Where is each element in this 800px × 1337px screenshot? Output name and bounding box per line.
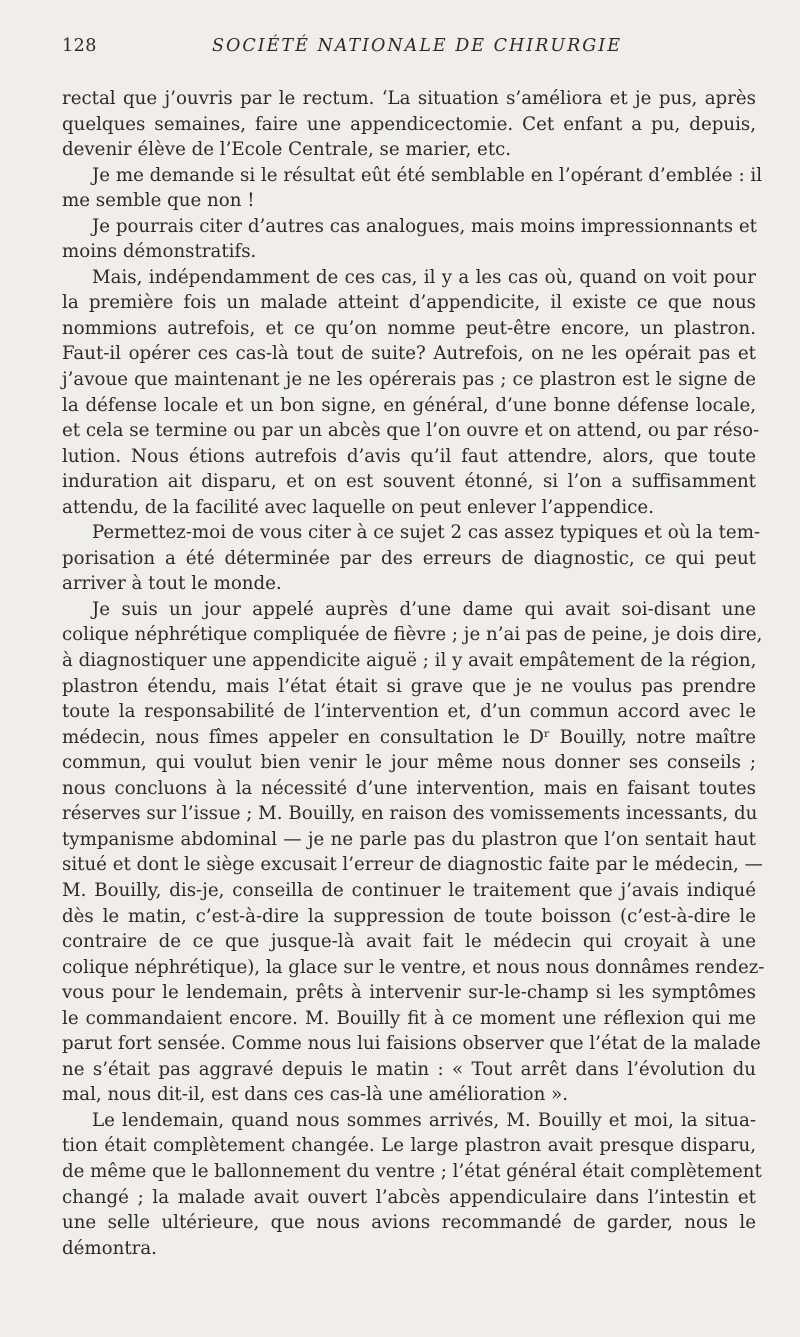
text-line: tion était complètement changée. Le large plastron avait presque disparu,	[62, 1135, 756, 1157]
running-head	[62, 36, 752, 62]
text-line: induration ait disparu, et on est souvent étonné, si l’on a suffisamment	[62, 471, 756, 493]
text-line: médecin, nous fîmes appeler en consultation le Dʳ Bouilly, notre maître	[62, 726, 756, 748]
text-line: ne s’était pas aggravé depuis le matin : « Tout arrêt dans l’évolution du	[62, 1058, 756, 1080]
text-line: Faut-il opérer ces cas-là tout de suite? Autrefois, on ne les opérait pas et	[62, 343, 756, 365]
article-body	[62, 86, 765, 1261]
text-line: devenir élève de l’Ecole Centrale, se marier, etc.	[62, 139, 512, 161]
text-line: me semble que non !	[62, 190, 255, 212]
text-line: la défense locale et un bon signe, en général, d’une bonne défense locale,	[62, 394, 756, 416]
text-line: contraire de ce que jusque-là avait fait le médecin qui croyait à une	[62, 931, 756, 953]
text-line: dès le matin, c’est-à-dire la suppression de toute boisson (c’est-à-dire le	[62, 905, 756, 927]
text-line: mal, nous dit-il, est dans ces cas-là une amélioration ».	[62, 1084, 569, 1106]
text-line: plastron étendu, mais l’état était si grave que je ne voulus pas prendre	[62, 675, 756, 697]
text-line: parut fort sensée. Comme nous lui faisions observer que l’état de la malade	[62, 1033, 761, 1055]
page-number: 128	[62, 36, 97, 56]
text-line: la première fois un malade atteint d’appendicite, il existe ce que nous	[62, 292, 756, 314]
text-line: M. Bouilly, dis-je, conseilla de continuer le traitement que j’avais indiqué	[62, 879, 756, 901]
text-line: situé et dont le siège excusait l’erreur de diagnostic faite par le médecin, —	[62, 854, 763, 876]
text-line: rectal que j’ouvris par le rectum. ‘La situation s’améliora et je pus, après	[62, 88, 756, 109]
text-line: Je me demande si le résultat eût été semblable en l’opérant d’emblée : il	[92, 164, 763, 186]
text-line: commun, qui voulut bien venir le jour même nous donner ses conseils ;	[62, 752, 756, 774]
text-line: j’avoue que maintenant je ne les opérerais pas ; ce plastron est le signe de	[62, 369, 756, 391]
text-line: nous concluons à la nécessité d’une intervention, mais en faisant toutes	[62, 777, 756, 799]
text-line: de même que le ballonnement du ventre ; l’état général était complètement	[62, 1160, 762, 1182]
text-line: une selle ultérieure, que nous avions recommandé de garder, nous le	[62, 1212, 756, 1234]
text-line: changé ; la malade avait ouvert l’abcès appendiculaire dans l’intestin et	[62, 1186, 756, 1208]
journal-title: SOCIÉTÉ NATIONALE DE CHIRURGIE	[212, 36, 622, 56]
text-line: vous pour le lendemain, prêts à intervenir sur-le-champ si les symptômes	[62, 982, 756, 1004]
text-line: et cela se termine ou par un abcès que l’on ouvre et on attend, ou par réso-	[62, 420, 760, 442]
text-line: Je suis un jour appelé auprès d’une dame qui avait soi-disant une	[92, 598, 756, 620]
text-line: nommions autrefois, et ce qu’on nomme peut-être encore, un plastron.	[62, 317, 756, 339]
text-line: le commandaient encore. M. Bouilly fit à ce moment une réflexion qui me	[62, 1007, 756, 1029]
text-line: attendu, de la facilité avec laquelle on peut enlever l’appendice.	[62, 496, 654, 518]
text-line: démontra.	[62, 1237, 157, 1259]
text-line: tympanisme abdominal — je ne parle pas du plastron que l’on sentait haut	[62, 828, 756, 850]
text-line: porisation a été déterminée par des erreurs de diagnostic, ce qui peut	[62, 547, 756, 569]
text-line: à diagnostiquer une appendicite aiguë ; il y avait empâtement de la région,	[62, 650, 757, 672]
text-line: Le lendemain, quand nous sommes arrivés, M. Bouilly et moi, la situa-	[92, 1109, 756, 1131]
text-line: Mais, indépendamment de ces cas, il y a les cas où, quand on voit pour	[92, 266, 756, 288]
text-line: quelques semaines, faire une appendicectomie. Cet enfant a pu, depuis,	[62, 113, 756, 135]
text-line: toute la responsabilité de l’intervention et, d’un commun accord avec le	[62, 701, 756, 723]
text-line: réserves sur l’issue ; M. Bouilly, en raison des vomissements incessants, du	[62, 803, 758, 825]
text-line: moins démonstratifs.	[62, 241, 257, 263]
text-line: colique néphrétique compliquée de fièvre ; je n’ai pas de peine, je dois dire,	[62, 624, 763, 646]
text-line: Permettez-moi de vous citer à ce sujet 2 cas assez typiques et où la tem-	[92, 522, 761, 544]
text-line: arriver à tout le monde.	[62, 573, 282, 595]
text-line: colique néphrétique), la glace sur le ventre, et nous nous donnâmes rendez-	[62, 956, 765, 978]
text-line: Je pourrais citer d’autres cas analogues, mais moins impressionnants et	[92, 215, 757, 237]
text-line: lution. Nous étions autrefois d’avis qu’il faut attendre, alors, que toute	[62, 445, 756, 467]
